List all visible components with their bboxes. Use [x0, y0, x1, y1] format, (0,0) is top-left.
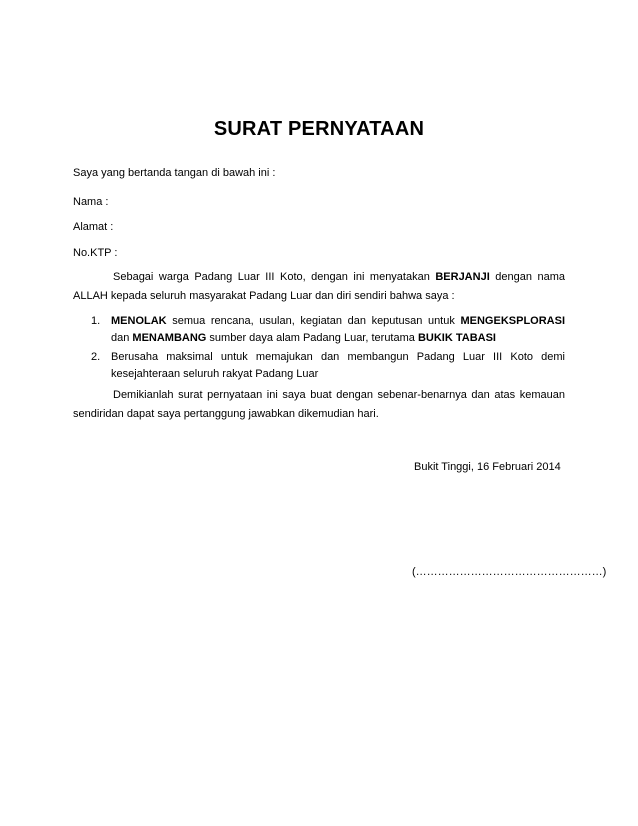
list-item-text: sumber daya alam Padang Luar, terutama	[206, 332, 418, 344]
paragraph-statement	[73, 268, 565, 306]
list-item-text: Berusaha maksimal untuk memajukan dan membangun Padang Luar III Koto demi kesejahteraan seluruh rakyat Padang Luar	[111, 351, 565, 380]
list-item-bold: MENOLAK	[111, 315, 167, 327]
field-nama: Nama :	[73, 196, 109, 208]
list-item-bold: MENAMBANG	[132, 332, 207, 344]
field-ktp: No.KTP :	[73, 247, 118, 259]
list-item-bold: BUKIK TABASI	[417, 332, 496, 344]
paragraph-statement-part2: dengan nama ALLAH kepada seluruh masyarakat Padang Luar dan diri sendiri bahwa saya :	[73, 271, 565, 302]
list-item-number: 2.	[91, 351, 101, 363]
signature-line: (……………………………………………)	[412, 566, 607, 578]
place-date: Bukit Tinggi, 16 Februari 2014	[414, 461, 561, 473]
list-item-number: 1.	[91, 315, 101, 327]
list-item	[73, 349, 565, 383]
paragraph-closing	[73, 386, 565, 424]
list-item-text: dan	[111, 332, 133, 344]
paragraph-statement-part1: Sebagai warga Padang Luar III Koto, dengan ini menyatakan	[113, 271, 436, 283]
list-item-text: semua rencana, usulan, kegiatan dan keputusan untuk	[166, 315, 461, 327]
paragraph-statement-bold: BERJANJI	[435, 271, 490, 283]
commitment-list	[73, 313, 565, 385]
document-title: SURAT PERNYATAAN	[213, 118, 425, 140]
paragraph-closing-text: Demikianlah surat pernyataan ini saya buat dengan sebenar-benarnya dan atas kemauan sendiridan dapat saya pertanggung jawabkan dikemudian hari.	[73, 389, 565, 420]
list-item-bold: MENGEKSPLORASI	[460, 315, 565, 327]
field-alamat: Alamat :	[73, 221, 114, 233]
list-item	[73, 313, 565, 347]
intro-text: Saya yang bertanda tangan di bawah ini :	[73, 167, 276, 179]
